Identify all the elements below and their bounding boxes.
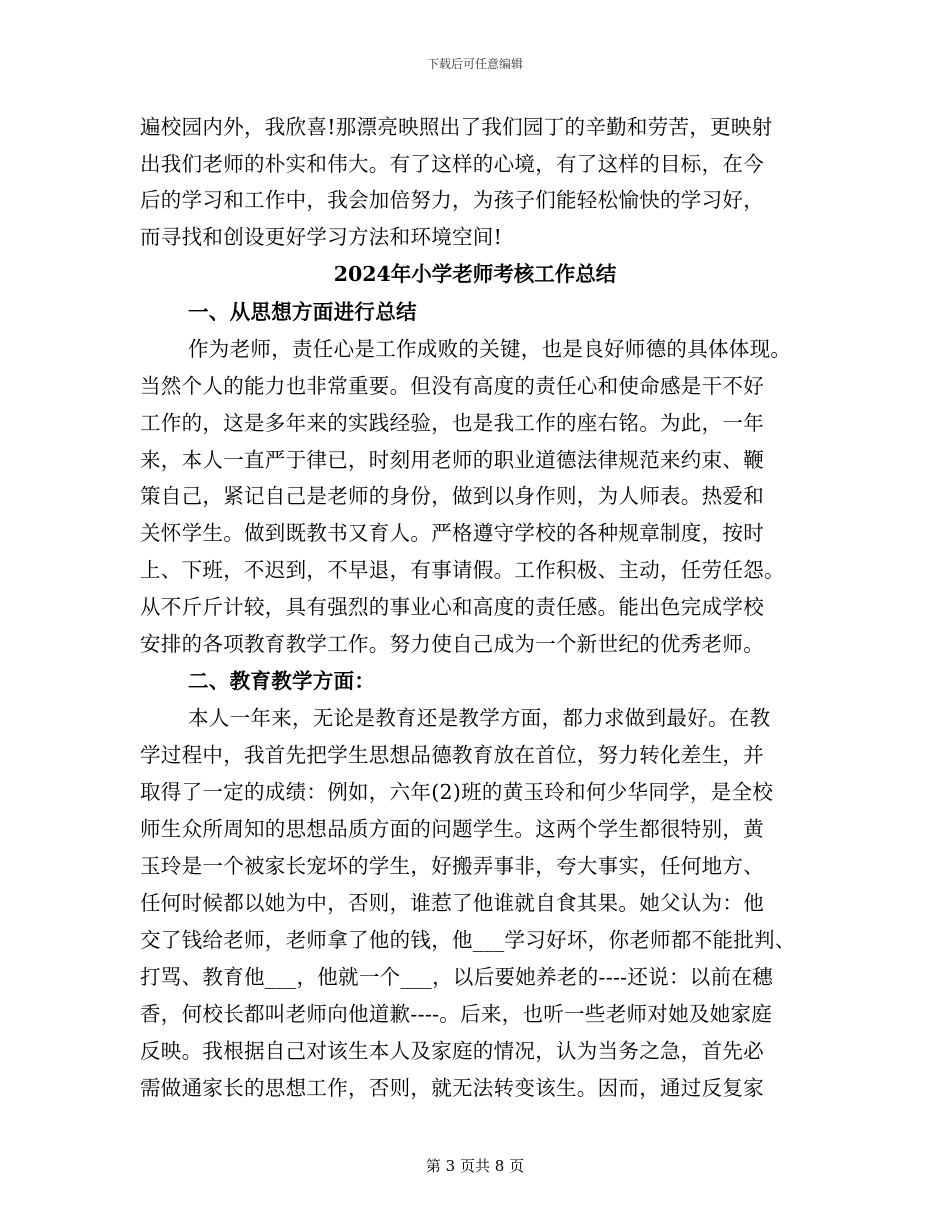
paragraph-line: 师生众所周知的思想品质方面的问题学生。这两个学生都很特别，黄	[140, 817, 764, 841]
paragraph-line: 需做通家长的思想工作，否则，就无法转变该生。因而，通过反复家	[140, 1076, 764, 1100]
paragraph-line: 上、下班，不迟到，不早退，有事请假。工作积极、主动，任劳任怨。	[140, 558, 785, 582]
section-heading: 一、从思想方面进行总结	[188, 300, 417, 324]
document-title: 2024年小学老师考核工作总结	[333, 262, 617, 286]
paragraph-line: 遍校园内外，我欣喜!那漂亮映照出了我们园丁的辛勤和劳苦，更映射	[140, 115, 773, 139]
page-footer: 第 3 页共 8 页	[425, 1157, 525, 1175]
paragraph-line: 而寻找和创设更好学习方法和环境空间!	[140, 225, 503, 249]
paragraph-line: 玉玲是一个被家长宠坏的学生，好搬弄事非，夸大事实，任何地方、	[140, 854, 764, 878]
paragraph-line: 取得了一定的成绩：例如，六年(2)班的黄玉玲和何少华同学，是全校	[140, 780, 774, 804]
paragraph-line: 来，本人一直严于律已，时刻用老师的职业道德法律规范来约束、鞭	[140, 448, 764, 472]
page-header: 下载后可任意编辑	[426, 57, 523, 71]
paragraph-line: 安排的各项教育教学工作。努力使自己成为一个新世纪的优秀老师。	[140, 632, 764, 656]
paragraph-line: 反映。我根据自己对该生本人及家庭的情况，认为当务之急，首先必	[140, 1039, 764, 1063]
paragraph-line: 工作的，这是多年来的实践经验，也是我工作的座右铭。为此，一年	[140, 411, 764, 435]
paragraph-line: 本人一年来，无论是教育还是教学方面，都力求做到最好。在教	[188, 706, 771, 730]
paragraph-line: 任何时候都以她为中，否则，谁惹了他谁就自食其果。她父认为：他	[140, 891, 764, 915]
paragraph-line: 香，何校长都叫老师向他道歉----。后来，也听一些老师对她及她家庭	[140, 1002, 773, 1026]
paragraph-line: 作为老师，责任心是工作成败的关键，也是良好师德的具体体现。	[188, 337, 792, 361]
paragraph-line: 策自己，紧记自己是老师的身份，做到以身作则，为人师表。热爱和	[140, 484, 764, 508]
paragraph-line: 后的学习和工作中，我会加倍努力，为孩子们能轻松愉快的学习好，	[140, 188, 764, 212]
paragraph-line: 出我们老师的朴实和伟大。有了这样的心境，有了这样的目标，在今	[140, 152, 764, 176]
paragraph-line: 当然个人的能力也非常重要。但没有高度的责任心和使命感是干不好	[140, 374, 764, 398]
paragraph-line: 打骂、教育他___，他就一个___，以后要她养老的----还说：以前在穗	[140, 965, 774, 989]
paragraph-line: 学过程中，我首先把学生思想品德教育放在首位，努力转化差生，并	[140, 743, 764, 767]
paragraph-line: 交了钱给老师，老师拿了他的钱，他___学习好坏，你老师都不能批判、	[140, 928, 796, 952]
section-heading: 二、教育教学方面：	[188, 669, 376, 693]
paragraph-line: 从不斤斤计较，具有强烈的事业心和高度的责任感。能出色完成学校	[140, 595, 764, 619]
paragraph-line: 关怀学生。做到既教书又育人。严格遵守学校的各种规章制度，按时	[140, 521, 764, 545]
